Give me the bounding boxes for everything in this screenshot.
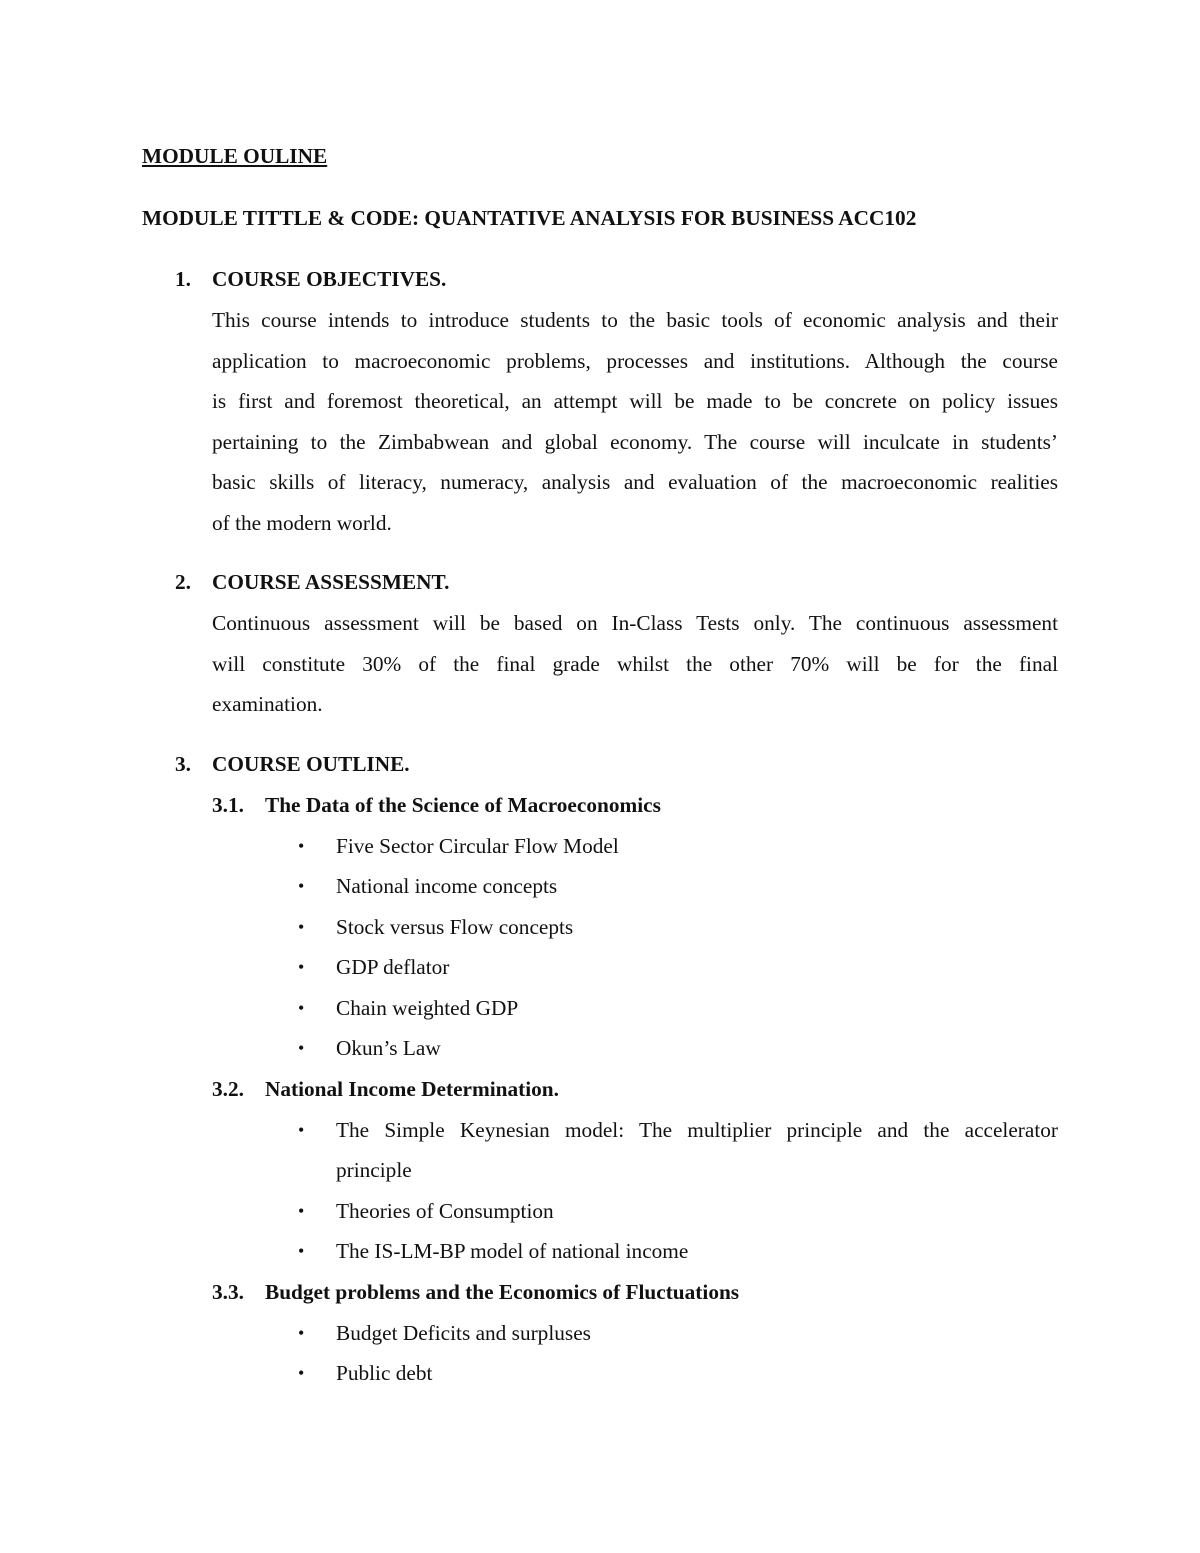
- section-heading-outline: COURSE OUTLINE.: [212, 752, 410, 776]
- bullet-icon: •: [298, 1241, 305, 1261]
- paragraph-line: basic skills of literacy, numeracy, analysis and evaluation of the macroeconomic realities: [212, 470, 1058, 495]
- subsection-number: 3.3.: [212, 1280, 244, 1304]
- list-item: Chain weighted GDP: [336, 996, 519, 1020]
- bullet-icon: •: [298, 1038, 305, 1058]
- list-item: Stock versus Flow concepts: [336, 915, 574, 939]
- bullet-icon: •: [298, 1201, 305, 1221]
- subsection-heading: National Income Determination.: [265, 1077, 559, 1101]
- subsection-number: 3.2.: [212, 1077, 244, 1101]
- section-heading-objectives: COURSE OBJECTIVES.: [212, 267, 447, 291]
- list-item: Theories of Consumption: [336, 1199, 554, 1223]
- list-item: Five Sector Circular Flow Model: [336, 834, 619, 858]
- paragraph-line: application to macroeconomic problems, processes and institutions. Although the course: [212, 348, 1058, 373]
- section-heading-assessment: COURSE ASSESSMENT.: [212, 570, 450, 594]
- bullet-icon: •: [298, 957, 305, 977]
- paragraph-line: will constitute 30% of the final grade whilst the other 70% will be for the final: [212, 651, 1058, 676]
- assessment-paragraph: [212, 603, 1058, 725]
- section-number: 3.: [175, 752, 191, 776]
- paragraph-line: This course intends to introduce students to the basic tools of economic analysis and their: [212, 308, 1058, 332]
- bullet-icon: •: [298, 917, 305, 937]
- bullet-icon: •: [298, 1323, 305, 1343]
- list-item: National income concepts: [336, 874, 558, 898]
- list-item: The IS-LM-BP model of national income: [336, 1239, 689, 1263]
- section-number: 1.: [175, 267, 191, 291]
- subsection-heading: The Data of the Science of Macroeconomics: [265, 793, 661, 817]
- section-number: 2.: [175, 570, 191, 594]
- bullet-icon: •: [298, 836, 305, 856]
- list-item: Budget Deficits and surpluses: [336, 1321, 591, 1345]
- objectives-paragraph: [212, 300, 1058, 544]
- list-item: Okun’s Law: [336, 1036, 441, 1060]
- list-item-continuation: principle: [336, 1158, 412, 1182]
- paragraph-line: examination.: [212, 692, 323, 717]
- module-title-heading: MODULE TITTLE & CODE: QUANTATIVE ANALYSIS FOR BUSINESS ACC102: [142, 206, 917, 230]
- list-item: The Simple Keynesian model: The multiplier principle and the accelerator: [336, 1118, 1058, 1142]
- paragraph-line: Continuous assessment will be based on In-Class Tests only. The continuous assessment: [212, 611, 1058, 635]
- subsection-heading: Budget problems and the Economics of Fluctuations: [265, 1280, 740, 1304]
- bullet-icon: •: [298, 876, 305, 896]
- paragraph-line: of the modern world.: [212, 510, 392, 535]
- subsection-number: 3.1.: [212, 793, 244, 817]
- module-outline-heading: MODULE OULINE: [142, 144, 328, 168]
- bullet-icon: •: [298, 1363, 305, 1383]
- paragraph-line: is first and foremost theoretical, an attempt will be made to be concrete on policy issues: [212, 389, 1058, 414]
- list-item: GDP deflator: [336, 955, 450, 979]
- bullet-icon: •: [298, 998, 305, 1018]
- list-item: Public debt: [336, 1361, 433, 1385]
- paragraph-line: pertaining to the Zimbabwean and global economy. The course will inculcate in students’: [212, 429, 1058, 454]
- bullet-icon: •: [298, 1120, 305, 1140]
